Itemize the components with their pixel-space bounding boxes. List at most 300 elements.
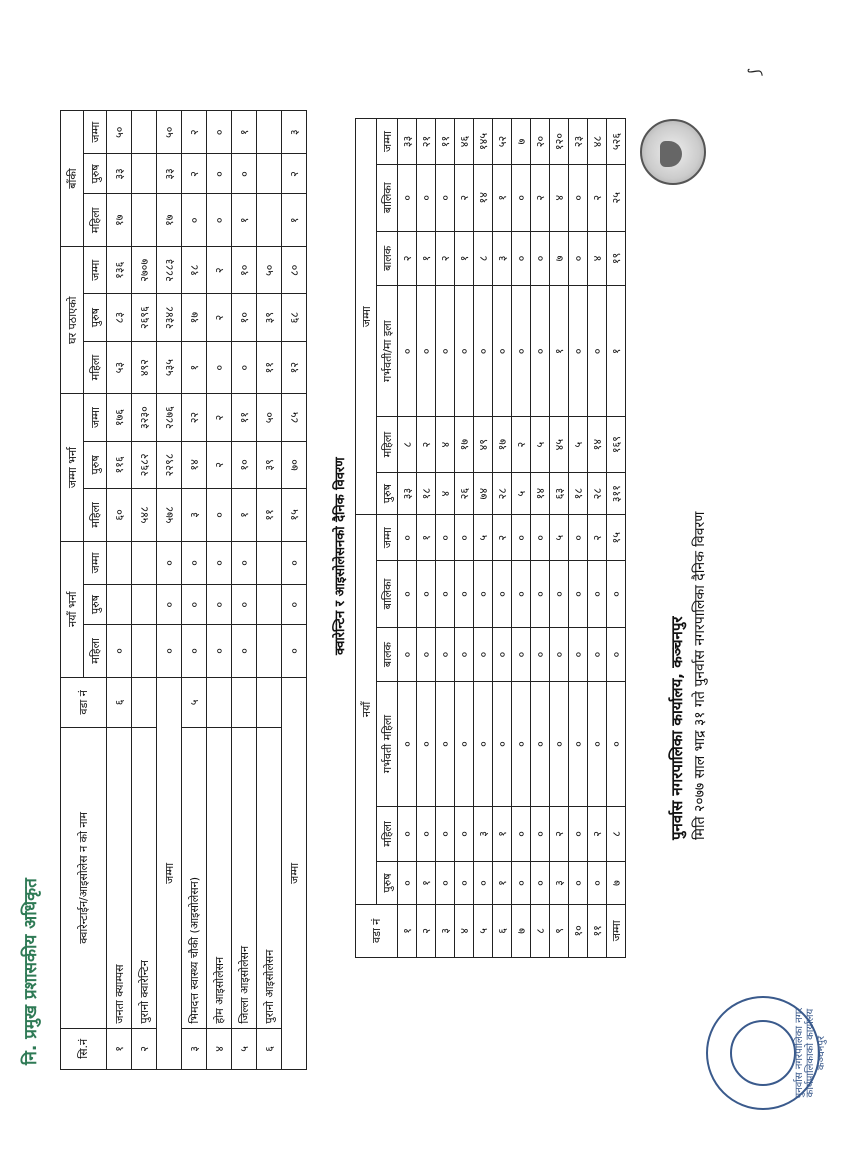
value-cell: १७: [493, 417, 512, 473]
ward-cell: ५: [182, 677, 207, 727]
value-cell: ०: [588, 682, 607, 806]
value-cell: ०: [207, 625, 232, 678]
value-cell: ३९: [257, 294, 282, 341]
final-total-label: जम्मा: [282, 677, 307, 1069]
value-cell: ०: [512, 515, 531, 561]
value-cell: ०: [569, 682, 588, 806]
value-cell: ११६: [107, 441, 132, 488]
final-total-cell: ०: [282, 625, 307, 678]
value-cell: २: [493, 515, 512, 561]
value-cell: ४: [550, 165, 569, 232]
value-cell: ४९: [474, 417, 493, 473]
column-header: महिला: [377, 806, 398, 862]
value-cell: ८: [398, 417, 417, 473]
value-cell: २: [207, 247, 232, 294]
value-cell: १: [417, 231, 436, 286]
value-cell: ०: [417, 165, 436, 232]
table-row: [493, 119, 512, 958]
value-cell: ०: [569, 165, 588, 232]
value-cell: १: [493, 806, 512, 862]
column-header: पुरुष: [84, 294, 107, 341]
page-subtitle: मिति २०७७ साल भाद्र ३१ गते पुनर्वास नगरपालिका दैनिक विवरण: [692, 511, 708, 840]
value-cell: ०: [550, 561, 569, 628]
table-row: [182, 111, 207, 1070]
sn-cell: ५: [232, 1028, 257, 1069]
total-cell: १५: [607, 515, 626, 561]
value-cell: ०: [474, 627, 493, 682]
subtotal-cell: ५०: [157, 111, 182, 154]
value-cell: ०: [455, 515, 474, 561]
corner-signature: ⟆: [745, 68, 764, 75]
value-cell: ५०: [257, 247, 282, 294]
office-stamp: [706, 996, 827, 1110]
value-cell: २: [588, 806, 607, 862]
value-cell: ०: [588, 627, 607, 682]
subtotal-label: जम्मा: [157, 677, 182, 1069]
value-cell: ४: [436, 472, 455, 514]
final-total-cell: ८०: [282, 247, 307, 294]
value-cell: ०: [182, 194, 207, 247]
value-cell: ०: [232, 585, 257, 625]
ward-cell: ९: [550, 904, 569, 957]
value-cell: ०: [569, 515, 588, 561]
value-cell: ७४: [474, 472, 493, 514]
name-cell: जनता क्याम्पस: [107, 728, 132, 1028]
stamp-text: पुनर्वास नगरपालिका नगर कार्यपालिकाको कार्यालय कञ्चनपुर: [794, 1007, 827, 1099]
column-header: जम्मा: [84, 247, 107, 294]
value-cell: १४: [474, 165, 493, 232]
table-row: [436, 119, 455, 958]
ward-cell: [257, 677, 282, 727]
value-cell: ८३: [107, 294, 132, 341]
value-cell: ०: [493, 286, 512, 417]
value-cell: ११: [436, 119, 455, 165]
value-cell: ५: [550, 515, 569, 561]
value-cell: ४५: [550, 417, 569, 473]
table-row: [550, 119, 569, 958]
ward-cell: ७: [512, 904, 531, 957]
value-cell: २: [182, 154, 207, 194]
value-cell: १२०: [550, 119, 569, 165]
ward-cell: ११: [588, 904, 607, 957]
column-header: बालिका: [377, 165, 398, 232]
column-header: जम्मा: [84, 541, 107, 584]
ward-cell: ४: [455, 904, 474, 957]
value-cell: ५४८: [132, 489, 157, 542]
value-cell: ०: [107, 625, 132, 678]
ward-cell: ८: [531, 904, 550, 957]
table-row: [588, 119, 607, 958]
name-cell: भिमदत्त स्वास्थ्य चौकी (आइसोलेसन): [182, 728, 207, 1028]
sn-cell: ६: [257, 1028, 282, 1069]
column-header: गर्भवती महिला: [377, 682, 398, 806]
subtotal-cell: १७: [157, 194, 182, 247]
group-header: नयाँ भर्ना: [61, 541, 84, 677]
value-cell: [132, 585, 157, 625]
name-cell: होम आइसोलेसन: [207, 728, 232, 1028]
value-cell: १: [232, 111, 257, 154]
value-cell: ११: [257, 341, 282, 394]
value-cell: ५३: [107, 341, 132, 394]
table-row: [257, 111, 282, 1070]
column-header: गर्भवती/मा इला: [377, 286, 398, 417]
value-cell: ०: [182, 541, 207, 584]
value-cell: ०: [398, 862, 417, 904]
value-cell: ०: [417, 627, 436, 682]
ward-cell: ६: [107, 677, 132, 727]
value-cell: ०: [207, 489, 232, 542]
value-cell: ८: [474, 231, 493, 286]
column-header: महिला: [84, 489, 107, 542]
value-cell: १: [232, 489, 257, 542]
subtotal-cell: ३३: [157, 154, 182, 194]
final-total-cell: ८५: [282, 394, 307, 441]
value-cell: ५: [569, 417, 588, 473]
value-cell: ०: [512, 806, 531, 862]
quarantine-table: [60, 110, 307, 1070]
total-label: जम्मा: [607, 904, 626, 957]
table-row: [531, 119, 550, 958]
value-cell: ५: [474, 515, 493, 561]
value-cell: ४: [588, 231, 607, 286]
column-header: जम्मा: [84, 394, 107, 441]
sn-cell: २: [132, 1028, 157, 1069]
value-cell: ०: [512, 862, 531, 904]
value-cell: ०: [436, 515, 455, 561]
column-header: बालक: [377, 627, 398, 682]
page-title: पुनर्वास नगरपालिका कार्यालय, कञ्चनपुर: [668, 616, 686, 840]
value-cell: ०: [569, 231, 588, 286]
final-total-cell: २: [282, 154, 307, 194]
final-total-cell: १२: [282, 341, 307, 394]
total-cell: ८: [607, 806, 626, 862]
value-cell: ३२३०: [132, 394, 157, 441]
government-emblem-icon: [640, 119, 706, 185]
value-cell: १४: [182, 441, 207, 488]
column-header: जम्मा: [377, 515, 398, 561]
total-cell: ०: [607, 561, 626, 628]
column-header: बालक: [377, 231, 398, 286]
value-cell: १४: [588, 417, 607, 473]
value-cell: ३३: [398, 472, 417, 514]
value-cell: ०: [569, 286, 588, 417]
value-cell: ०: [436, 561, 455, 628]
value-cell: २: [182, 111, 207, 154]
value-cell: [257, 625, 282, 678]
ward-cell: ३: [436, 904, 455, 957]
value-cell: ०: [531, 627, 550, 682]
value-cell: २१: [417, 119, 436, 165]
column-header: पुरुष: [84, 154, 107, 194]
value-cell: ४: [436, 417, 455, 473]
table-row: [417, 119, 436, 958]
value-cell: ०: [417, 682, 436, 806]
total-cell: ३११: [607, 472, 626, 514]
value-cell: ०: [512, 682, 531, 806]
value-cell: ०: [455, 682, 474, 806]
value-cell: [132, 111, 157, 154]
value-cell: ०: [398, 682, 417, 806]
table-row: [107, 111, 132, 1070]
value-cell: ०: [474, 862, 493, 904]
final-total-cell: ३: [282, 111, 307, 154]
total-cell: १९: [607, 231, 626, 286]
value-cell: ०: [493, 682, 512, 806]
value-cell: २: [207, 294, 232, 341]
sn-cell: ३: [182, 1028, 207, 1069]
value-cell: २३: [569, 119, 588, 165]
value-cell: ०: [588, 286, 607, 417]
value-cell: ०: [493, 561, 512, 628]
total-cell: ५२६: [607, 119, 626, 165]
value-cell: ०: [550, 682, 569, 806]
value-cell: १७६: [107, 394, 132, 441]
value-cell: २६९६: [132, 294, 157, 341]
value-cell: ६३: [550, 472, 569, 514]
value-cell: १४५: [474, 119, 493, 165]
value-cell: १८: [569, 472, 588, 514]
total-cell: ०: [607, 682, 626, 806]
value-cell: ०: [182, 585, 207, 625]
column-header: पुरुष: [84, 585, 107, 625]
subtotal-cell: ०: [157, 541, 182, 584]
final-total-cell: १५: [282, 489, 307, 542]
value-cell: १: [550, 286, 569, 417]
value-cell: [132, 154, 157, 194]
final-total-cell: ७०: [282, 441, 307, 488]
name-header: क्वारेन्टाईन/आइसोलेस न को नाम: [61, 728, 107, 1028]
column-header: पुरुष: [377, 472, 398, 514]
subtotal-cell: ५३५: [157, 341, 182, 394]
value-cell: ३: [182, 489, 207, 542]
value-cell: ०: [569, 862, 588, 904]
subtotal-cell: ०: [157, 585, 182, 625]
value-cell: ११: [257, 489, 282, 542]
value-cell: १: [493, 862, 512, 904]
value-cell: २: [531, 165, 550, 232]
total-cell: १: [607, 286, 626, 417]
ward-summary-table: [355, 118, 626, 958]
table-row: [474, 119, 493, 958]
column-header: महिला: [84, 341, 107, 394]
value-cell: २७०७: [132, 247, 157, 294]
value-cell: ०: [436, 682, 455, 806]
column-header: महिला: [84, 625, 107, 678]
sn-cell: ४: [207, 1028, 232, 1069]
value-cell: ०: [531, 231, 550, 286]
value-cell: २८: [493, 472, 512, 514]
name-cell: जिल्ला आइसोलेसन: [232, 728, 257, 1028]
sn-cell: १: [107, 1028, 132, 1069]
table-row: [132, 111, 157, 1070]
value-cell: ४६: [455, 119, 474, 165]
group-header: घर पठाएको: [61, 247, 84, 394]
group-total-header: जम्मा: [356, 119, 377, 515]
section-title: क्वारेन्टिन र आइसोलेसनको दैनिक विवरण: [333, 457, 348, 655]
value-cell: १७: [455, 417, 474, 473]
subtotal-cell: ०: [157, 625, 182, 678]
value-cell: १०: [232, 294, 257, 341]
final-total-cell: ६८: [282, 294, 307, 341]
value-cell: २: [436, 231, 455, 286]
value-cell: [257, 111, 282, 154]
value-cell: ०: [417, 286, 436, 417]
value-cell: ३३: [398, 119, 417, 165]
stamp-inner-ring: [730, 1020, 796, 1086]
value-cell: १८: [182, 247, 207, 294]
subtotal-row: [157, 111, 182, 1070]
ward-header: वडा नं: [61, 677, 107, 727]
value-cell: १०: [232, 247, 257, 294]
value-cell: ०: [531, 806, 550, 862]
value-cell: [107, 541, 132, 584]
value-cell: [257, 585, 282, 625]
value-cell: ०: [398, 806, 417, 862]
value-cell: [132, 541, 157, 584]
value-cell: ०: [417, 806, 436, 862]
value-cell: ०: [569, 561, 588, 628]
value-cell: ०: [474, 286, 493, 417]
subtotal-cell: ५७८: [157, 489, 182, 542]
value-cell: १७: [182, 294, 207, 341]
value-cell: ३: [474, 806, 493, 862]
ward-cell: [232, 677, 257, 727]
value-cell: ०: [436, 862, 455, 904]
value-cell: ३: [550, 862, 569, 904]
value-cell: १३६: [107, 247, 132, 294]
value-cell: [132, 625, 157, 678]
value-cell: ०: [531, 515, 550, 561]
value-cell: २: [207, 394, 232, 441]
value-cell: २: [588, 165, 607, 232]
value-cell: ०: [512, 286, 531, 417]
table-row: [455, 119, 474, 958]
final-total-row: [282, 111, 307, 1070]
value-cell: १८: [417, 472, 436, 514]
value-cell: ३९: [257, 441, 282, 488]
total-cell: २५: [607, 165, 626, 232]
value-cell: २: [512, 417, 531, 473]
sn-header: सि.नं: [61, 1028, 107, 1069]
value-cell: १: [493, 165, 512, 232]
value-cell: ०: [436, 806, 455, 862]
value-cell: ०: [474, 561, 493, 628]
value-cell: ०: [588, 862, 607, 904]
value-cell: ०: [207, 194, 232, 247]
value-cell: [257, 194, 282, 247]
value-cell: ०: [474, 682, 493, 806]
ward-cell: १: [398, 904, 417, 957]
ward-cell: १०: [569, 904, 588, 957]
value-cell: ०: [512, 561, 531, 628]
table-row: [232, 111, 257, 1070]
value-cell: १: [417, 515, 436, 561]
value-cell: २६८२: [132, 441, 157, 488]
ward-cell: ६: [493, 904, 512, 957]
value-cell: ०: [550, 627, 569, 682]
ward-cell: [207, 677, 232, 727]
value-cell: ०: [569, 627, 588, 682]
column-header: महिला: [377, 417, 398, 473]
value-cell: ०: [531, 561, 550, 628]
column-header: पुरुष: [84, 441, 107, 488]
value-cell: ०: [207, 154, 232, 194]
final-total-cell: १: [282, 194, 307, 247]
total-row: [607, 119, 626, 958]
value-cell: ४९२: [132, 341, 157, 394]
value-cell: ५२: [493, 119, 512, 165]
value-cell: ०: [436, 286, 455, 417]
value-cell: २: [588, 515, 607, 561]
column-header: जम्मा: [84, 111, 107, 154]
value-cell: ०: [455, 561, 474, 628]
value-cell: ०: [455, 862, 474, 904]
value-cell: ३: [493, 231, 512, 286]
value-cell: ०: [398, 561, 417, 628]
value-cell: ५०: [257, 394, 282, 441]
value-cell: ०: [588, 561, 607, 628]
value-cell: २८: [588, 472, 607, 514]
value-cell: ०: [182, 625, 207, 678]
value-cell: ०: [512, 627, 531, 682]
value-cell: ०: [207, 585, 232, 625]
value-cell: [107, 585, 132, 625]
value-cell: [257, 541, 282, 584]
value-cell: २: [455, 165, 474, 232]
column-header: जम्मा: [377, 119, 398, 165]
value-cell: ०: [455, 627, 474, 682]
value-cell: ३३: [107, 154, 132, 194]
ward-cell: २: [417, 904, 436, 957]
name-cell: पुरानो क्वारेन्टिन: [132, 728, 157, 1028]
final-total-cell: ०: [282, 585, 307, 625]
value-cell: २: [417, 417, 436, 473]
value-cell: ०: [512, 165, 531, 232]
value-cell: ०: [207, 341, 232, 394]
value-cell: ०: [207, 111, 232, 154]
value-cell: ०: [232, 154, 257, 194]
value-cell: ०: [455, 286, 474, 417]
value-cell: ०: [232, 541, 257, 584]
value-cell: १: [232, 194, 257, 247]
value-cell: ०: [398, 627, 417, 682]
value-cell: १७: [107, 194, 132, 247]
total-cell: ७: [607, 862, 626, 904]
subtotal-cell: २३४८: [157, 294, 182, 341]
group-new-header: नयाँ: [356, 515, 377, 904]
handwritten-signature: [10, 40, 70, 240]
name-cell: पुरानो आइसोलेसन: [257, 728, 282, 1028]
value-cell: ०: [493, 627, 512, 682]
value-cell: ०: [512, 231, 531, 286]
subtotal-cell: २२९८: [157, 441, 182, 488]
value-cell: ०: [232, 625, 257, 678]
column-header: महिला: [84, 194, 107, 247]
value-cell: ०: [436, 627, 455, 682]
table-row: [569, 119, 588, 958]
table-row: [207, 111, 232, 1070]
ward-header: वडा नं: [356, 904, 398, 957]
value-cell: २०: [531, 119, 550, 165]
value-cell: २६: [455, 472, 474, 514]
value-cell: ०: [398, 165, 417, 232]
group-header: जम्मा भर्ना: [61, 394, 84, 541]
value-cell: १०: [232, 441, 257, 488]
value-cell: ४८: [588, 119, 607, 165]
value-cell: २: [398, 231, 417, 286]
value-cell: ५: [512, 472, 531, 514]
value-cell: ०: [531, 682, 550, 806]
